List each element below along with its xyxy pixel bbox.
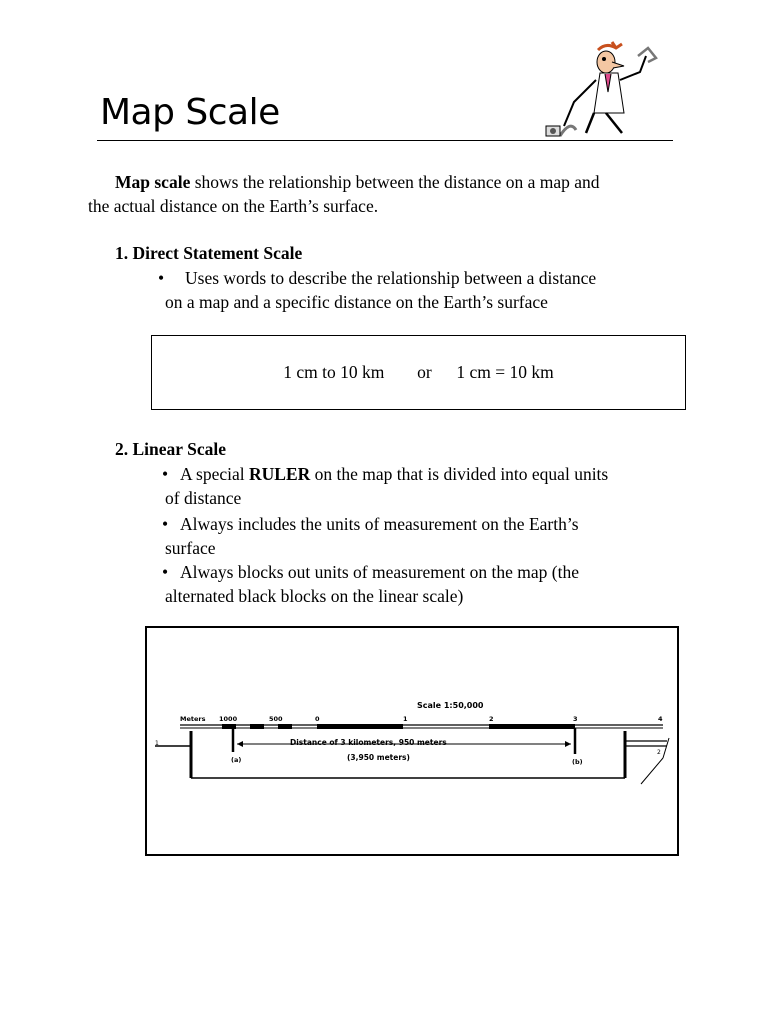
scale-tick-label: 4 xyxy=(658,715,663,723)
scale-tick-label: 500 xyxy=(269,715,283,723)
bullet-item xyxy=(162,462,609,486)
meters-label: (3,950 meters) xyxy=(347,753,410,762)
arrow-head-right xyxy=(565,741,571,747)
scale-example-or: or xyxy=(417,362,432,382)
bullet-text: Always includes the units of measurement on the Earth’s xyxy=(180,514,579,534)
linear-scale-figure xyxy=(145,626,679,856)
bullet-icon: • xyxy=(162,514,169,534)
point-b-label: (b) xyxy=(572,758,583,766)
bullet-text: Always blocks out units of measurement on the map (the xyxy=(180,562,580,582)
scale-block xyxy=(489,724,575,729)
edge-cut-mark xyxy=(641,738,669,784)
scale-tick-label: 1000 xyxy=(219,715,238,723)
section-heading-linear: 2. Linear Scale xyxy=(115,439,226,459)
section-heading-direct: 1. Direct Statement Scale xyxy=(115,243,303,263)
bullet-text: on the map that is divided into equal units xyxy=(310,464,609,484)
scale-block xyxy=(278,724,292,729)
bullet-continuation: on a map and a specific distance on the Earth’s surface xyxy=(165,292,548,312)
edge-label-left: 1 xyxy=(155,740,159,747)
scale-example-2: 1 cm = 10 km xyxy=(456,362,554,382)
bullet-continuation: alternated black blocks on the linear scale) xyxy=(165,586,464,606)
scale-ratio-label: Scale 1:50,000 xyxy=(417,701,484,710)
intro-term: Map scale xyxy=(115,172,191,192)
intro-text: shows the relationship between the distance on a map and xyxy=(190,172,600,192)
scale-unit-label: Meters xyxy=(180,715,206,723)
linear-scale-diagram xyxy=(147,628,677,854)
bullet-item xyxy=(162,512,579,536)
scientist-illustration xyxy=(538,40,668,140)
bullet-text: Uses words to describe the relationship between a distance xyxy=(185,268,597,288)
bullet-continuation: of distance xyxy=(165,488,242,508)
bullet-icon: • xyxy=(158,268,165,288)
direct-scale-example xyxy=(152,362,685,383)
bullet-icon: • xyxy=(162,562,169,582)
bullet-bold-term: RULER xyxy=(249,464,311,484)
scale-block xyxy=(250,724,264,729)
scale-tick-label: 1 xyxy=(403,715,408,723)
scale-tick-label: 0 xyxy=(315,715,320,723)
bullet-continuation: surface xyxy=(165,538,216,558)
bullet-text: A special xyxy=(180,464,250,484)
scale-tick-label: 2 xyxy=(489,715,494,723)
distance-label: Distance of 3 kilometers, 950 meters xyxy=(290,738,447,747)
intro-line-2: the actual distance on the Earth’s surface. xyxy=(88,196,379,216)
direct-scale-box xyxy=(151,335,686,410)
scale-tick-label: 3 xyxy=(573,715,578,723)
arrow-head-left xyxy=(237,741,243,747)
bullet-icon: • xyxy=(162,464,169,484)
edge-label-right: 2 xyxy=(657,749,661,756)
intro-line-1 xyxy=(115,170,600,194)
bullet-item xyxy=(162,560,580,584)
scale-block xyxy=(317,724,403,729)
title-rule xyxy=(97,140,673,141)
scale-example-1: 1 cm to 10 km xyxy=(283,362,385,382)
point-a-label: (a) xyxy=(231,756,242,764)
bullet-item xyxy=(158,266,597,290)
page-title: Map Scale xyxy=(100,92,280,133)
